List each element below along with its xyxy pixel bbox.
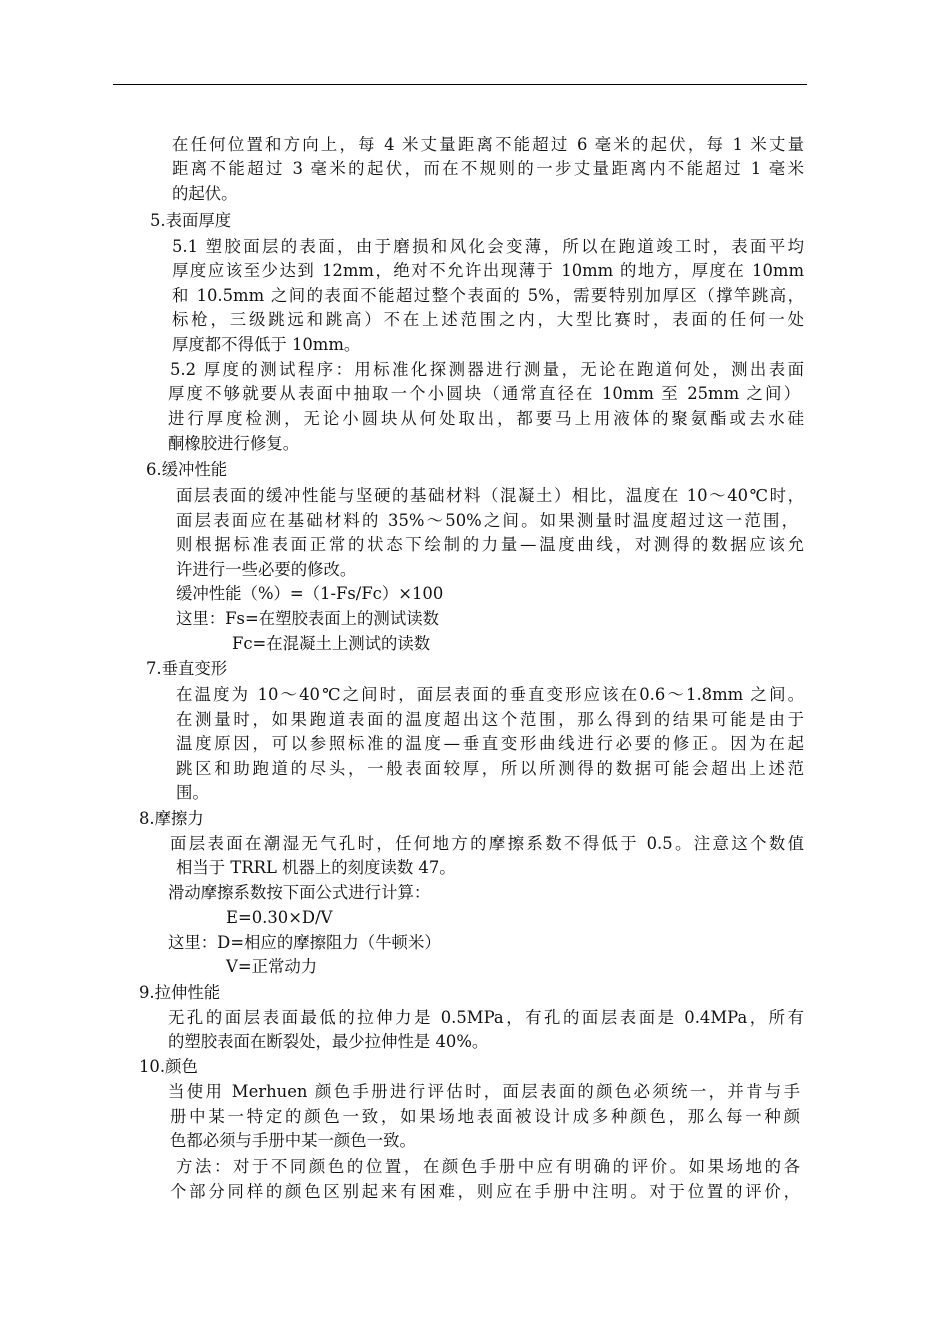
- text-line: 温度原因，可以参照标准的温度—垂直变形曲线进行必要的修正。因为在起: [176, 734, 804, 753]
- text-line: 滑动摩擦系数按下面公式进行计算：: [168, 883, 431, 902]
- text-line: 距离不能超过 3 毫米的起伏，而在不规则的一步丈量距离内不能超过 1 毫米: [172, 159, 804, 178]
- text-line: 当使用 Merhuen 颜色手册进行评估时，面层表面的颜色必须统一，并肯与手: [168, 1082, 800, 1101]
- text-line: 这里：Fs=在塑胶表面上的测试读数: [176, 609, 439, 628]
- section-heading: 10.颜色: [139, 1057, 198, 1076]
- text-line: 面层表面应在基础材料的 35%～50%之间。如果测量时温度超过这一范围，: [176, 511, 798, 530]
- text-line: 厚度不够就要从表面中抽取一个小圆块（通常直径在 10mm 至 25mm 之间）: [168, 384, 800, 403]
- text-line: 的起伏。: [172, 184, 238, 203]
- text-line: 厚度都不得低于 10mm。: [172, 335, 361, 354]
- text-line: 这里：D=相应的摩擦阻力（牛顿米）: [168, 933, 441, 952]
- text-line: 5.1 塑胶面层的表面，由于磨损和风化会变薄，所以在跑道竣工时，表面平均: [172, 237, 804, 256]
- text-line: 在温度为 10～40℃之间时，面层表面的垂直变形应该在0.6～1.8mm 之间。: [176, 685, 804, 704]
- text-line: 进行厚度检测，无论小圆块从何处取出，都要马上用液体的聚氨酯或去水硅: [168, 409, 804, 428]
- text-line: 酮橡胶进行修复。: [168, 434, 300, 453]
- formula-line: 缓冲性能（%）=（1-Fs/Fc）×100: [176, 584, 444, 603]
- text-line: 在任何位置和方向上，每 4 米丈量距离不能超过 6 毫米的起伏，每 1 米丈量: [172, 135, 804, 154]
- section-heading: 6.缓冲性能: [146, 460, 228, 479]
- section-heading: 5.表面厚度: [150, 211, 232, 230]
- text-line: 和 10.5mm 之间的表面不能超过整个表面的 5%，需要特别加厚区（撑竿跳高，: [172, 286, 804, 305]
- text-line: 厚度应该至少达到 12mm，绝对不允许出现薄于 10mm 的地方，厚度在 10mm: [172, 261, 804, 280]
- text-line: 无孔的面层表面最低的拉伸力是 0.5MPa，有孔的面层表面是 0.4MPa，所有: [168, 1008, 804, 1027]
- text-line: 册中某一特定的颜色一致，如果场地表面被设计成多种颜色，那么每一种颜: [170, 1107, 800, 1126]
- header-rule: [113, 84, 807, 85]
- text-line: V=正常动力: [226, 957, 318, 976]
- text-line: 方法：对于不同颜色的位置，在颜色手册中应有明确的评价。如果场地的各: [176, 1157, 800, 1176]
- text-line: 5.2 厚度的测试程序：用标准化探测器进行测量，无论在跑道何处，测出表面: [170, 360, 804, 379]
- text-line: 相当于 TRRL 机器上的刻度读数 47。: [176, 858, 456, 877]
- text-line: 面层表面的缓冲性能与坚硬的基础材料（混凝土）相比，温度在 10～40℃时，: [176, 486, 804, 505]
- text-line: 面层表面在潮湿无气孔时，任何地方的摩擦系数不得低于 0.5。注意这个数值: [170, 834, 804, 853]
- text-line: 许进行一些必要的修改。: [176, 560, 357, 579]
- section-heading: 7.垂直变形: [146, 659, 228, 678]
- text-line: 在测量时，如果跑道表面的温度超出这个范围，那么得到的结果可能是由于: [176, 710, 804, 729]
- formula-line: E=0.30×D/V: [226, 908, 333, 927]
- text-line: 围。: [176, 783, 209, 802]
- text-line: 的塑胶表面在断裂处，最少拉伸性是 40%。: [168, 1032, 489, 1051]
- text-line: Fc=在混凝土上测试的读数: [232, 634, 431, 653]
- text-line: 标枪，三级跳远和跳高）不在上述范围之内，大型比赛时，表面的任何一处: [172, 310, 804, 329]
- text-line: 跳区和助跑道的尽头，一般表面较厚，所以所测得的数据可能会超出上述范: [176, 759, 804, 778]
- text-line: 则根据标准表面正常的状态下绘制的力量—温度曲线，对测得的数据应该允: [176, 535, 804, 554]
- text-line: 色都必须与手册中某一颜色一致。: [170, 1131, 416, 1150]
- section-heading: 9.拉伸性能: [139, 983, 221, 1002]
- section-heading: 8.摩擦力: [139, 809, 204, 828]
- text-line: 个部分同样的颜色区别起来有困难，则应在手册中注明。对于位置的评价，: [170, 1182, 800, 1201]
